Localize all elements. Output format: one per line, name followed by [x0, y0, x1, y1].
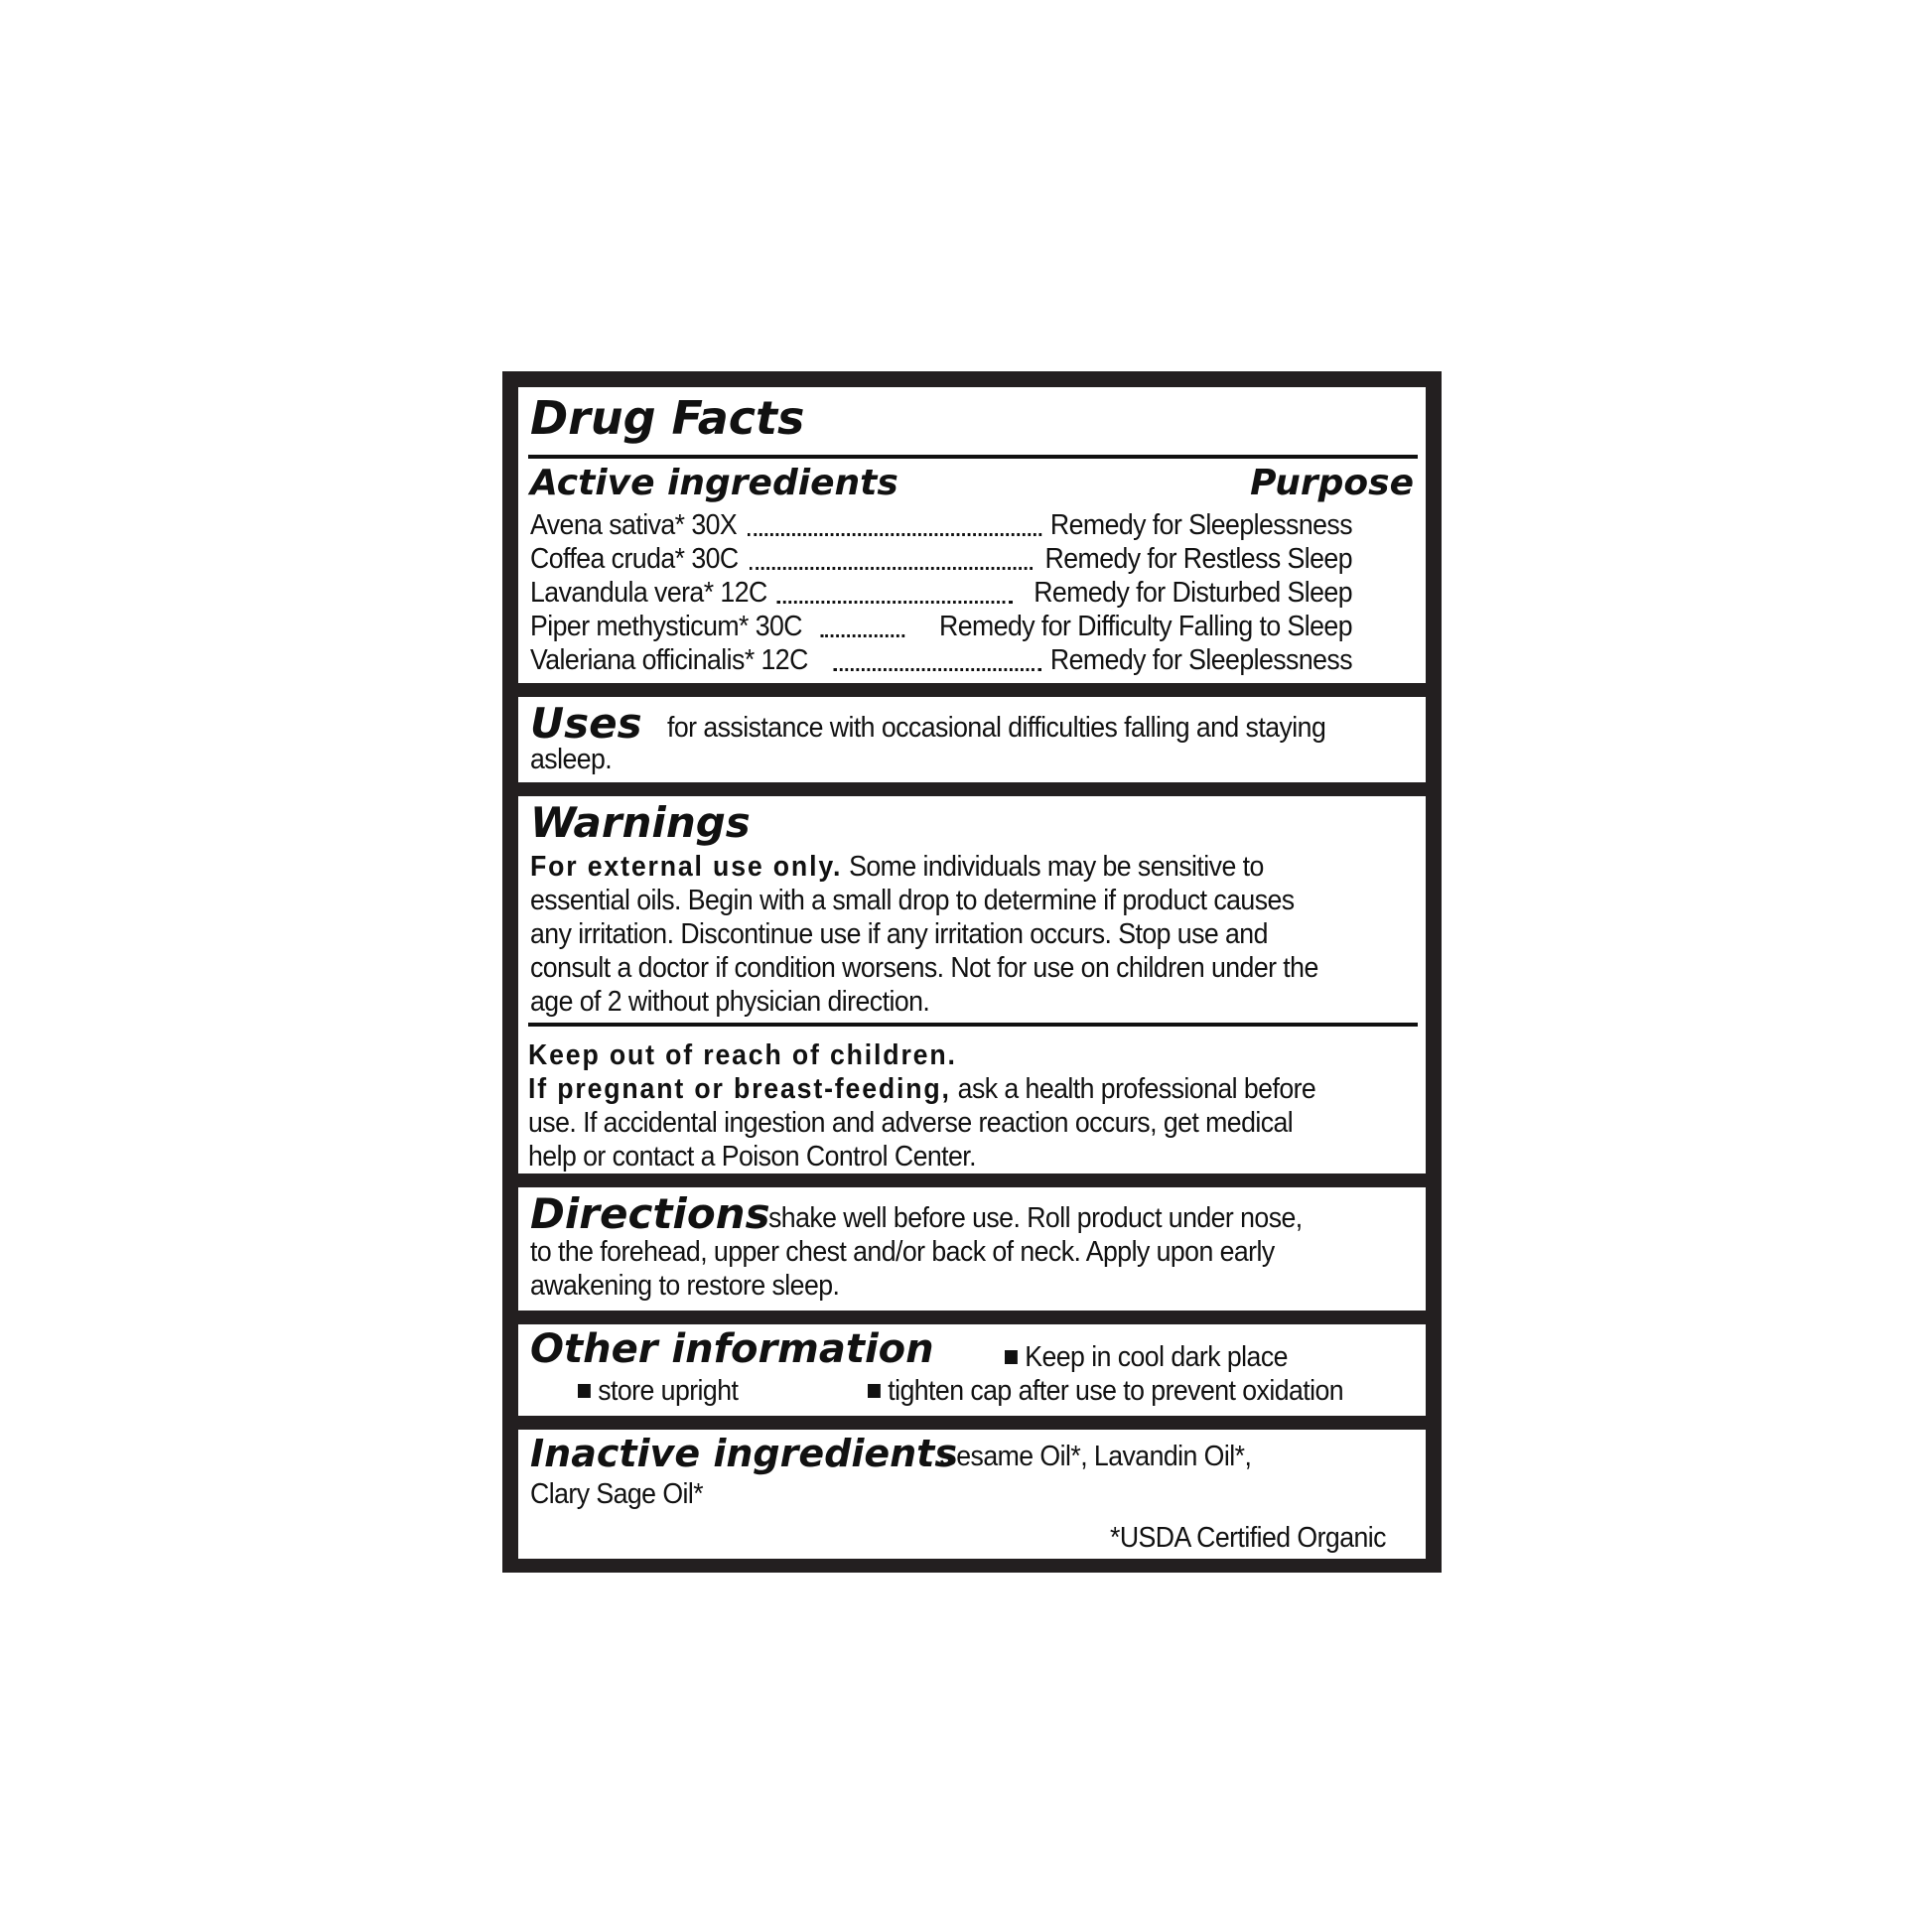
bullet-icon — [868, 1384, 881, 1398]
leader-dots — [748, 533, 1041, 536]
warnings-line: any irritation. Discontinue use if any irritation occurs. Stop use and — [530, 918, 1268, 950]
directions-heading: Directions — [530, 1189, 770, 1238]
warnings-heading: Warnings — [530, 798, 751, 847]
warnings-text: Some individuals may be sensitive to — [849, 851, 1264, 883]
uses-heading: Uses — [530, 699, 642, 748]
warnings-panel — [518, 796, 1426, 1173]
warnings-line — [530, 850, 1264, 884]
warnings-line: use. If accidental ingestion and adverse reaction occurs, get medical — [528, 1107, 1294, 1139]
uses-text-line: asleep. — [530, 744, 613, 775]
ingredient-row — [530, 610, 1352, 643]
bullet-icon — [1005, 1350, 1018, 1364]
inactive-ingredients-line: Sesame Oil*, Lavandin Oil*, — [939, 1441, 1252, 1472]
external-use-warning: For external use only. — [530, 851, 843, 883]
pregnant-warning: If pregnant or breast-feeding, — [528, 1073, 951, 1105]
purpose-heading: Purpose — [1250, 463, 1414, 503]
warnings-text: ask a health professional before — [957, 1073, 1316, 1105]
warnings-line: consult a doctor if condition worsens. Not for use on children under the — [530, 952, 1318, 984]
leader-dots — [776, 601, 1012, 604]
directions-line: shake well before use. Roll product under nose, — [768, 1202, 1303, 1234]
warnings-divider — [528, 1023, 1418, 1027]
directions-line: to the forehead, upper chest and/or back of neck. Apply upon early — [530, 1236, 1275, 1268]
other-information-heading: Other information — [530, 1326, 934, 1372]
inactive-ingredients-panel — [518, 1430, 1426, 1559]
ingredient-name: Lavandula vera* 12C — [530, 577, 767, 609]
other-info-item — [1005, 1340, 1288, 1374]
ingredient-purpose: Remedy for Difficulty Falling to Sleep — [939, 611, 1352, 642]
leader-dots — [833, 668, 1041, 671]
other-info-item — [868, 1374, 1343, 1408]
directions-panel — [518, 1187, 1426, 1311]
uses-text-line: for assistance with occasional difficulties falling and staying — [667, 712, 1326, 744]
ingredient-name: Avena sativa* 30X — [530, 509, 738, 541]
usda-organic-footnote: *USDA Certified Organic — [1110, 1522, 1386, 1554]
warnings-line: age of 2 without physician direction. — [530, 986, 930, 1018]
uses-panel — [518, 697, 1426, 782]
leader-dots — [821, 634, 905, 637]
ingredient-row — [530, 542, 1352, 576]
ingredient-purpose: Remedy for Sleeplessness — [1049, 509, 1352, 541]
directions-line: awakening to restore sleep. — [530, 1270, 840, 1302]
ingredient-name: Valeriana officinalis* 12C — [530, 644, 808, 676]
active-ingredients-heading: Active ingredients — [530, 463, 898, 503]
ingredient-row — [530, 508, 1352, 542]
inactive-ingredients-heading: Inactive ingredients — [530, 1432, 957, 1475]
ingredient-purpose: Remedy for Disturbed Sleep — [1034, 577, 1352, 609]
other-info-text: Keep in cool dark place — [1025, 1341, 1288, 1373]
active-ingredients-panel — [518, 387, 1426, 683]
keep-out-of-reach: Keep out of reach of children. — [528, 1039, 957, 1071]
other-info-text: store upright — [598, 1375, 739, 1407]
bullet-icon — [578, 1384, 591, 1398]
other-info-item — [578, 1374, 738, 1408]
ingredient-purpose: Remedy for Sleeplessness — [1049, 644, 1352, 676]
ingredient-row — [530, 643, 1352, 677]
other-info-text: tighten cap after use to prevent oxidation — [888, 1375, 1344, 1407]
ingredient-row — [530, 576, 1352, 610]
ingredient-purpose: Remedy for Restless Sleep — [1044, 543, 1352, 575]
ingredient-name: Coffea cruda* 30C — [530, 543, 739, 575]
warnings-line: essential oils. Begin with a small drop to determine if product causes — [530, 885, 1295, 916]
drug-facts-title: Drug Facts — [530, 391, 805, 445]
warnings-line: help or contact a Poison Control Center. — [528, 1141, 977, 1173]
leader-dots — [750, 567, 1033, 570]
inactive-ingredients-line: Clary Sage Oil* — [530, 1478, 704, 1510]
other-information-panel — [518, 1324, 1426, 1416]
drug-facts-label — [502, 371, 1442, 1573]
ingredient-name: Piper methysticum* 30C — [530, 611, 803, 642]
warnings-line — [528, 1072, 1315, 1106]
title-divider — [528, 455, 1418, 459]
